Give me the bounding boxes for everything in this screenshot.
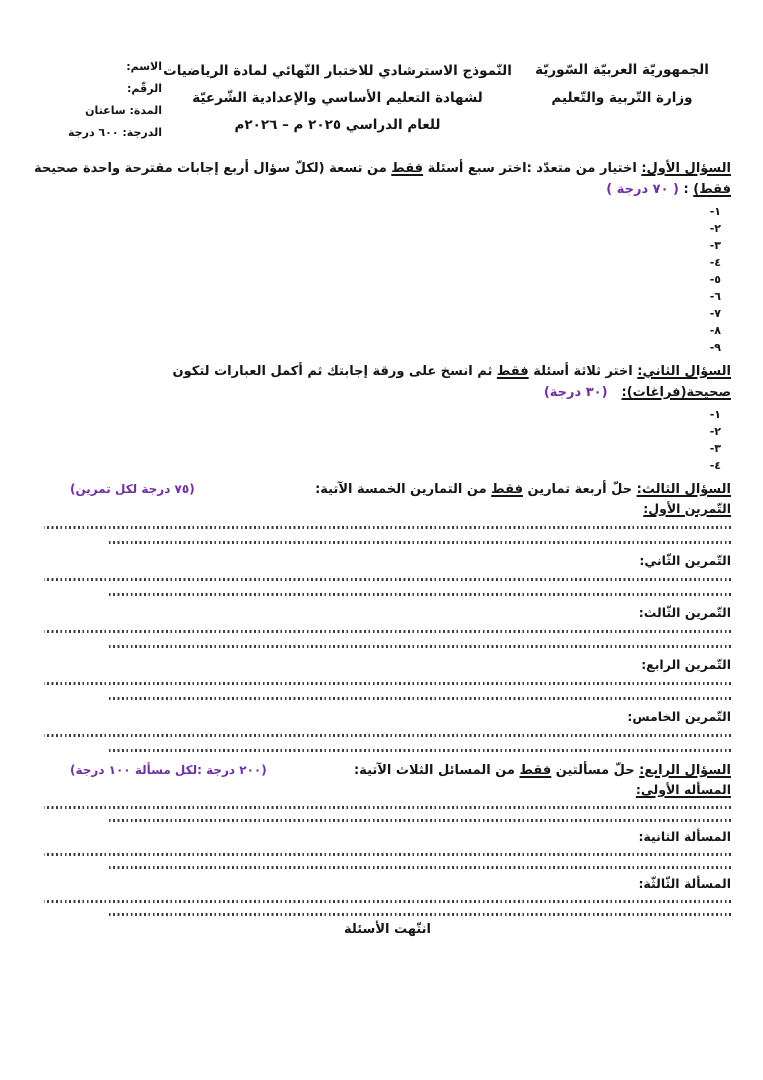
question-item: ٩- <box>709 341 721 354</box>
question-3-section <box>44 479 731 752</box>
exam-title-line2: لشهادة التعليم الأساسي والإعدادية الشّرعيّة <box>192 90 483 106</box>
question-1-title: السؤال الأول: <box>641 161 731 176</box>
question-1-wrap-word: فقط) <box>693 182 731 197</box>
duration-field: المدة: ساعتان <box>85 104 162 117</box>
problem-block <box>44 828 731 869</box>
exercise-label: التّمرين الأول: <box>643 501 731 516</box>
question-3-header <box>44 479 731 500</box>
question-1-line2 <box>44 179 731 200</box>
question-4-section <box>44 760 731 916</box>
answer-dotted-line <box>44 682 731 685</box>
exam-title-line3: للعام الدراسي ٢٠٢٥ م – ٢٠٢٦م <box>234 117 441 133</box>
question-item: ٧- <box>709 307 721 320</box>
question-4-body-b: من المسائل الثلاث الآتية: <box>353 763 520 778</box>
country-name: الجمهوريّة العربيّة السّوريّة <box>535 62 709 78</box>
problem-label: المسألة الثانية: <box>638 829 731 844</box>
question-1-item-list <box>44 203 731 356</box>
question-1-line1 <box>33 158 731 179</box>
total-score-field: الدرجة: ٦٠٠ درجة <box>68 126 162 139</box>
exercise-block <box>44 656 731 700</box>
question-item: ٤- <box>709 459 721 472</box>
student-number-field: الرقّم: <box>127 82 162 95</box>
question-2-line2 <box>44 382 731 403</box>
problem-block <box>44 875 731 916</box>
question-item: ٥- <box>709 273 721 286</box>
exercise-label: التّمرين الرابع: <box>641 657 731 672</box>
question-1-score: ( ٧٠ درجة ) <box>606 182 679 197</box>
question-2-body-a: اختر ثلاثة أسئلة <box>528 364 638 379</box>
question-item: ٢- <box>709 222 721 235</box>
exercise-label: التّمرين الثّالث: <box>638 605 731 620</box>
answer-dotted-line <box>106 697 731 700</box>
exercise-block <box>44 552 731 596</box>
question-item: ١- <box>709 205 721 218</box>
question-1-section <box>33 158 731 356</box>
question-2-line1 <box>44 361 731 382</box>
answer-dotted-line <box>44 578 731 581</box>
question-item: ٨- <box>709 324 721 337</box>
question-4-title: السؤال الرابع: <box>639 763 731 778</box>
student-info-block <box>44 56 162 144</box>
exercise-label: التّمرين الخامس: <box>627 709 731 724</box>
answer-dotted-line <box>106 541 731 544</box>
student-name-field: الاسم: <box>126 60 162 73</box>
problem-blocks <box>44 781 731 916</box>
question-3-title: السؤال الثالث: <box>636 482 731 497</box>
question-4-score: (٢٠٠ درجة :لكل مسألة ١٠٠ درجة) <box>70 763 267 777</box>
document-header <box>44 56 731 144</box>
problem-label: المسأله الأولى: <box>635 782 731 797</box>
exercise-label: التّمرين الثّاني: <box>639 553 731 568</box>
question-3-only-word: فقط <box>491 482 523 497</box>
question-item: ٣- <box>709 442 721 455</box>
exercise-block <box>44 500 731 544</box>
exam-title-block <box>162 56 513 139</box>
question-2-title: السؤال الثاني: <box>637 364 731 379</box>
answer-dotted-line <box>44 734 731 737</box>
question-2-item-list <box>44 406 731 474</box>
question-4-header <box>44 760 731 781</box>
question-4-only-word: فقط <box>519 763 552 778</box>
question-1-body-b: من تسعة (لكلّ سؤال أربع إجابات مقترحة واحدة صحيحة <box>33 161 392 176</box>
answer-dotted-line <box>106 749 731 752</box>
question-1-colon: : <box>679 182 694 197</box>
exercise-block <box>44 604 731 648</box>
question-item: ١- <box>709 408 721 421</box>
question-4-text <box>354 761 731 781</box>
question-2-section <box>44 361 731 474</box>
answer-dotted-line <box>106 866 731 869</box>
problem-block <box>44 781 731 822</box>
answer-dotted-line <box>44 900 731 903</box>
question-item: ٣- <box>709 239 721 252</box>
question-1-body-a: اختيار من متعدّد :اختر سبع أسئلة <box>423 161 642 176</box>
question-2-wrap-word: صحيحة(فراغات): <box>621 385 731 400</box>
question-2-score: (٣٠ درجة) <box>543 385 608 400</box>
question-4-body-a: حلّ مسألتين <box>551 763 640 778</box>
exercise-blocks <box>44 500 731 752</box>
question-2-body-b: ثم انسخ على ورقة إجابتك ثم أكمل العبارات لتكون <box>172 364 497 379</box>
answer-dotted-line <box>106 913 731 916</box>
question-3-score: (٧٥ درجة لكل تمرين) <box>70 482 195 496</box>
question-item: ٤- <box>709 256 721 269</box>
ministry-name: وزارة التّربية والتّعليم <box>551 90 693 106</box>
answer-dotted-line <box>106 819 731 822</box>
question-2-only-word: فقط <box>496 364 529 379</box>
question-3-text <box>315 480 731 500</box>
question-3-body-b: من التمارين الخمسة الآتية: <box>315 482 492 497</box>
problem-label: المسألة الثّالثّة: <box>638 876 731 891</box>
answer-dotted-line <box>44 806 731 809</box>
answer-dotted-line <box>106 645 731 648</box>
end-of-questions-text: انتّهت الأسئلة <box>344 922 431 937</box>
answer-dotted-line <box>44 526 731 529</box>
question-3-body-a: حلّ أربعة تمارين <box>522 482 637 497</box>
answer-dotted-line <box>44 853 731 856</box>
question-1-only-word: فقط <box>391 161 424 176</box>
question-item: ٢- <box>709 425 721 438</box>
exam-title-line1: النّموذج الاسترشادي للاختبار النّهائي لمادة الرياضيات <box>163 63 512 79</box>
question-item: ٦- <box>709 290 721 303</box>
government-block <box>513 56 731 112</box>
answer-dotted-line <box>44 630 731 633</box>
exercise-block <box>44 708 731 752</box>
answer-dotted-line <box>106 593 731 596</box>
